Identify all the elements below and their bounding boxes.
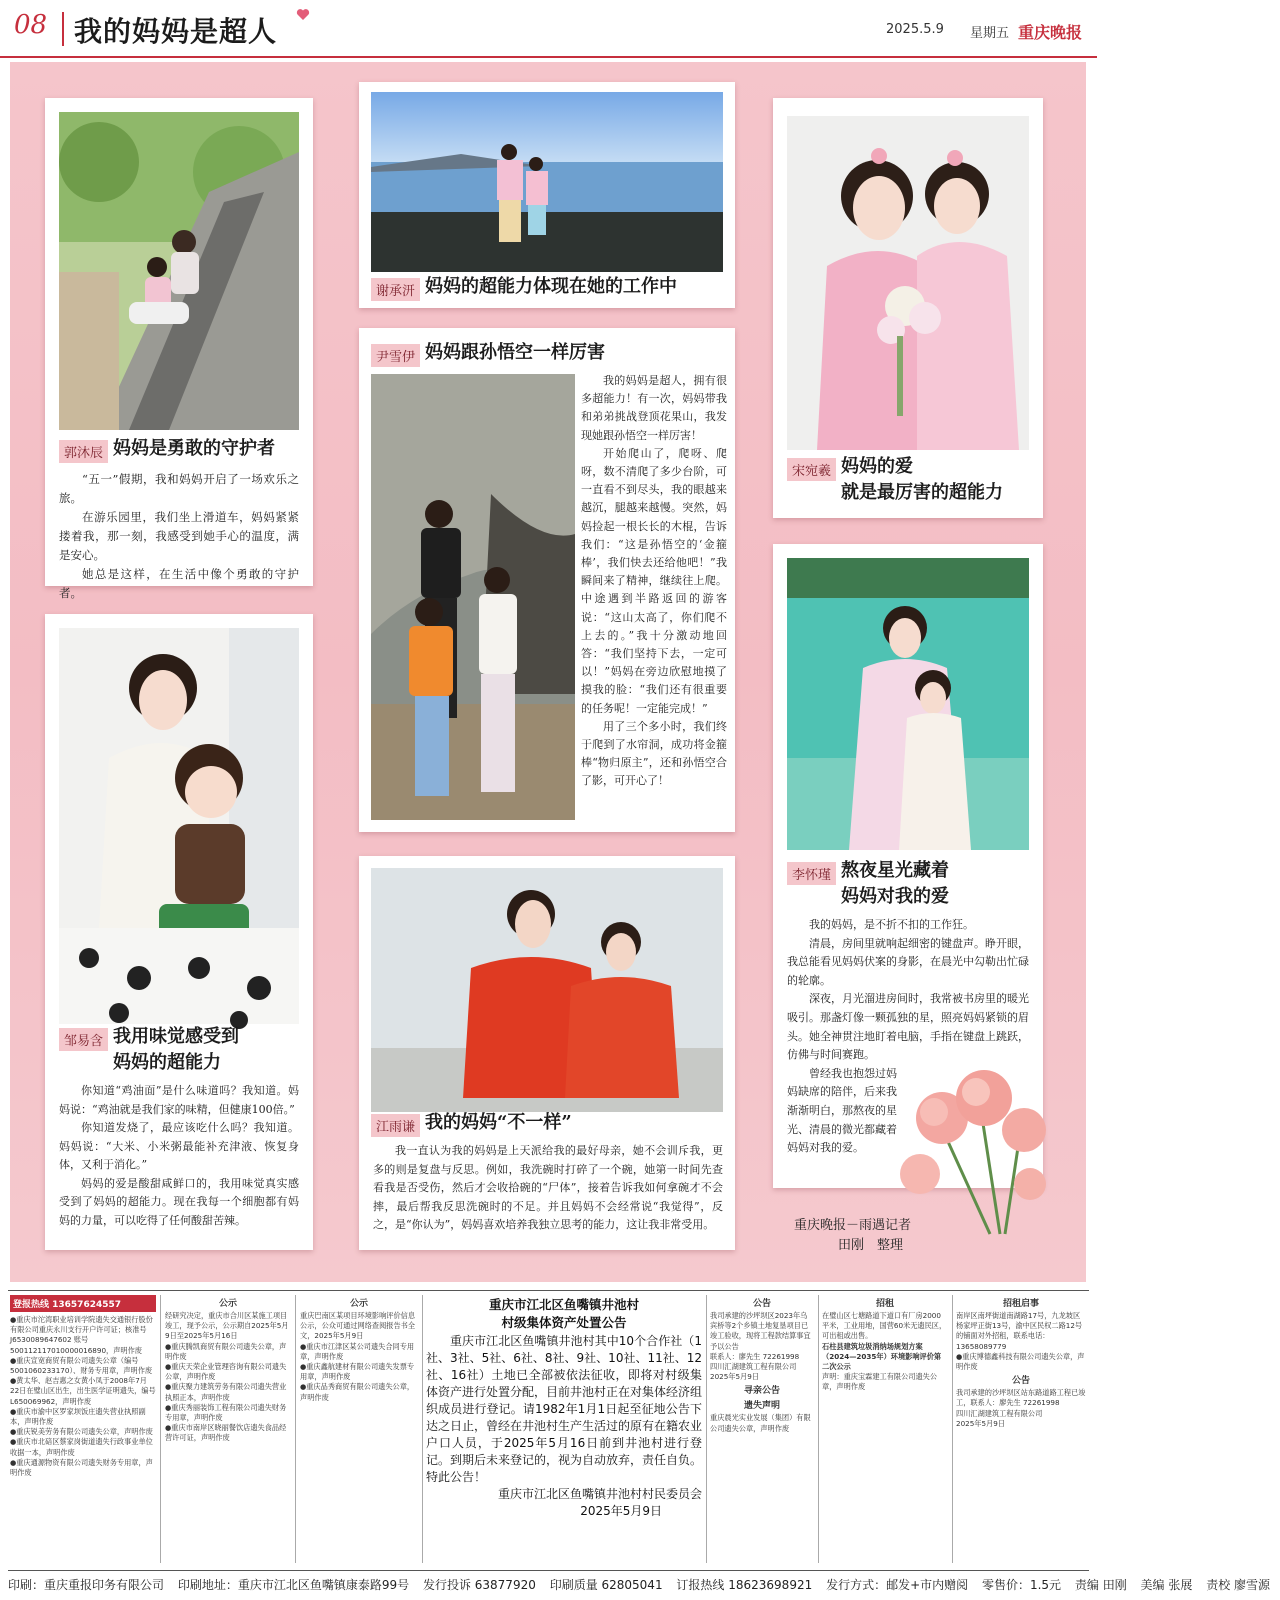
notice-item: 联系人：廖先生 72261998 bbox=[710, 1351, 800, 1361]
notice-item: ●重庆市渝中区罗家坝饭庄遗失营业执照副本，声明作废 bbox=[10, 1406, 146, 1427]
page-title: 我的妈妈是超人 bbox=[74, 15, 278, 48]
paragraph: 用了三个多小时，我们终于爬到了水帘洞，成功将金箍棒“物归原主”，还和孙悟空合了影，可开心了！ bbox=[581, 719, 727, 788]
paragraph: 我的妈妈，是不折不扣的工作狂。 bbox=[809, 918, 974, 931]
ad-hotline: 登报热线 13657624557 bbox=[10, 1295, 156, 1312]
notice-item: ●重庆天荣企业管理咨询有限公司遗失公章，声明作废 bbox=[165, 1362, 287, 1382]
paragraph: 你知道“鸡油面”是什么味道吗？我知道。妈妈说：“鸡油就是我们家的味精，但健康100倍。” bbox=[59, 1084, 299, 1116]
story-card-zou bbox=[45, 614, 313, 1250]
notice-item: 南岸区南坪街道南湖路17号，九龙坡区杨家坪正街13号，渝中区民权二路12号的铺面对外招租，联系电话：13658089779 bbox=[956, 1311, 1083, 1351]
paragraph: 清晨，房间里就响起细密的键盘声。睁开眼，我总能看见妈妈伏案的身影，在晨光中勾勒出忙碌的轮廓。 bbox=[787, 936, 1029, 987]
header-divider bbox=[62, 12, 64, 46]
photo-slide-ride bbox=[59, 112, 299, 430]
main-notice-body: 重庆市江北区鱼嘴镇井池村其中10个合作社（1社、3社、5社、6社、8社、9社、10社、11社、12社、16社）土地已全部被依法征收，即将对村级集体资产进行处置分配，目前井池村正在对集体经济组织成员进行登记。请1982年1月1日起至征地公告下达之日止，曾经在井池村生产生活过的原有在籍农业户口人员，于2025年5月16日前到井池村进行登记。到期后未来登记的，视为自动放弃，责任自负。特此公告！ bbox=[426, 1334, 703, 1484]
story-title-line2: 就是最厉害的超能力 bbox=[841, 482, 1003, 503]
notice-column-5 bbox=[708, 1293, 816, 1565]
story-card-yin bbox=[359, 328, 735, 832]
paragraph: 你知道发烧了，最应该吃什么吗？我知道。妈妈说：“大米、小米粥最能补充津液、恢复身体，又利于消化。” bbox=[59, 1121, 299, 1171]
notice-item: 石柱县建筑垃圾消纳场规划方案（2024—2035年）环境影响评价第二次公示 bbox=[822, 1341, 942, 1372]
paragraph: 开始爬山了，爬呀、爬呀，数不清爬了多少台阶，可一直看不到尽头，我的眼越来越沉，腿越来越慢。突然，妈妈捡起一根长长的木棍，告诉我们：“这是孙悟空的‘金箍棒’，我们快去还给他吧！”我瞬间来了精神，继续往上爬。中途遇到半路返回的游客说：“这山太高了，你们爬不上去的。”我十分激动地回答：“我们坚持下去，一定可以！”妈妈在旁边欣慰地摸了摸我的脸：“我们还有很重要的任务呢！一定能完成！” bbox=[581, 446, 727, 715]
photo-mother-daughter bbox=[59, 628, 299, 1024]
proofreader: 责校 廖雪源 bbox=[1206, 1578, 1271, 1592]
notice-item: ●重庆通源物资有限公司遗失财务专用章，声明作废 bbox=[10, 1457, 153, 1478]
editor: 责编 田刚 bbox=[1074, 1578, 1127, 1592]
column-divider bbox=[422, 1295, 423, 1563]
author-tag: 江雨谦 bbox=[371, 1114, 420, 1137]
notice-item: ●重庆宣宽商贸有限公司遗失公章（编号5001060233170）、财务专用章，声明作废 bbox=[10, 1355, 153, 1376]
story-title-line1: 我用味觉感受到 bbox=[113, 1026, 239, 1047]
paragraph: 我一直认为我的妈妈是上天派给我的最好母亲，她不会训斥我，更多的则是复盘与反思。例如，我洗碗时打碎了一个碗，她第一时间先查看我是否受伤，然后才会收拾碗的“尸体”，接着告诉我如何拿碗才不会摔，最后帮我反思洗碗时的不足。并且妈妈不会经常说“我觉得”，反之，是“你认为”，妈妈喜欢培养我独立思考的能力，这让我非常受用。 bbox=[373, 1144, 723, 1231]
notice-item: ●重庆市南岸区晓丽餐饮店遗失食品经营许可证，声明作废 bbox=[165, 1423, 287, 1443]
column-divider bbox=[160, 1295, 161, 1563]
author-tag: 郭沐辰 bbox=[59, 440, 108, 463]
photo-red-sweaters bbox=[371, 868, 723, 1112]
notice-item: ●重庆腾凯商贸有限公司遗失公章，声明作废 bbox=[165, 1341, 287, 1361]
notice-column-7 bbox=[954, 1293, 1088, 1565]
story-title: 我的妈妈“不一样” bbox=[425, 1112, 572, 1133]
notice-item: 四川汇湖建筑工程有限公司 bbox=[710, 1362, 797, 1372]
paragraph: “五一”假期，我和妈妈开启了一场欢乐之旅。 bbox=[59, 472, 299, 505]
page-number: 08 bbox=[14, 10, 48, 40]
notice-heading: 公示 bbox=[349, 1299, 368, 1309]
column-divider bbox=[295, 1295, 296, 1563]
notice-column-6 bbox=[820, 1293, 950, 1565]
heart-icon bbox=[296, 8, 310, 21]
notice-heading: 遗失声明 bbox=[743, 1401, 780, 1412]
story-title-line2: 妈妈的超能力 bbox=[113, 1052, 221, 1073]
notice-heading: 公告 bbox=[752, 1299, 771, 1309]
photo-lake bbox=[787, 558, 1029, 850]
paragraph: 我的妈妈是超人，拥有很多超能力！有一次，妈妈带我和弟弟挑战登顶花果山，我发现她跟孙悟空一样厉害！ bbox=[581, 374, 727, 442]
notice-item: ●重庆聚力建筑劳务有限公司遗失营业执照正本，声明作废 bbox=[165, 1382, 287, 1402]
quality-line: 印刷质量 62805041 bbox=[549, 1578, 663, 1592]
notice-item: ●重庆市沱湾职业培训学院遗失交通银行股份有限公司重庆永川支行开户许可证；核准号J6530089647602 账号500112117010000016890，声明作废 bbox=[10, 1315, 153, 1355]
main-notice-date: 2025年5月9日 bbox=[580, 1504, 662, 1518]
notice-item: 重庆晨光实业发展（集团）有限公司遗失公章，声明作废 bbox=[710, 1413, 811, 1433]
story-title: 妈妈跟孙悟空一样厉害 bbox=[425, 342, 605, 363]
paragraph: 深夜，月光溜进房间时，我常被书房里的暖光吸引。那盏灯像一颗孤独的星，照亮妈妈紧锁的眉头。她全神贯注地盯着电脑，手指在键盘上跳跃，仿佛与时间赛跑。 bbox=[787, 992, 1029, 1062]
photo-hanfu bbox=[787, 116, 1029, 450]
notice-column-3 bbox=[298, 1293, 420, 1565]
printer: 印刷：重庆重报印务有限公司 bbox=[8, 1578, 165, 1592]
story-body bbox=[59, 1082, 299, 1230]
newspaper-brand: 重庆晚报 bbox=[1018, 23, 1083, 42]
notice-item: ●重庆市北碚区蔡家岗街道遗失行政事业单位收据一本，声明作废 bbox=[10, 1437, 153, 1457]
author-tag: 李怀瑾 bbox=[787, 862, 836, 885]
author-tag: 尹雪伊 bbox=[371, 344, 420, 367]
story-title-line2: 妈妈对我的爱 bbox=[841, 886, 949, 907]
paragraph: 妈妈的爱是酸甜咸鲜口的，我用味觉真实感受到了妈妈的超能力。现在我每一个细胞都有妈妈的力量，可以吃得了任何酸甜苦辣。 bbox=[59, 1176, 299, 1227]
notice-item: ●重庆品秀商贸有限公司遗失公章，声明作废 bbox=[300, 1382, 415, 1402]
print-address: 印刷地址：重庆市江北区鱼嘴镇康泰路99号 bbox=[177, 1578, 410, 1592]
story-title: 妈妈是勇敢的守护者 bbox=[113, 438, 275, 459]
author-tag: 邹易含 bbox=[59, 1028, 108, 1051]
story-card-song bbox=[773, 98, 1043, 518]
notice-item: ●黄太华、赵吉惠之女黄小凤于2008年7月22日在璧山区出生，出生医学证明遗失，编号L650069962，声明作废 bbox=[10, 1376, 156, 1406]
notice-item: ●重庆市江津区某公司遗失合同专用章，声明作废 bbox=[300, 1341, 415, 1361]
photo-beach bbox=[371, 92, 723, 272]
story-card-guo bbox=[45, 98, 313, 600]
complaint-line: 发行投诉 63877920 bbox=[422, 1578, 536, 1592]
distribution: 发行方式：邮发+市内赠阅 bbox=[826, 1578, 969, 1592]
story-title-line1: 妈妈的爱 bbox=[841, 456, 913, 477]
main-notice bbox=[424, 1293, 704, 1518]
credit-line-2: 田刚 整理 bbox=[838, 1238, 904, 1253]
notice-item: 我司承建的沙坪坝区站东路道路工程已竣工，联系人：廖先生 72261998 bbox=[956, 1388, 1086, 1408]
author-tag: 宋宛羲 bbox=[787, 458, 836, 481]
paragraph: 她总是这样，在生活中像个勇敢的守护者。 bbox=[59, 567, 299, 600]
column-divider bbox=[952, 1295, 953, 1563]
notice-item: 四川汇湖建筑工程有限公司 bbox=[956, 1408, 1043, 1418]
credit-line-1: 重庆晚报－雨遇记者 bbox=[794, 1218, 912, 1233]
notice-heading: 公告 bbox=[1011, 1376, 1030, 1387]
notice-item: 声明：重庆宝霖建工有限公司遗失公章，声明作废 bbox=[822, 1372, 938, 1392]
notice-heading: 公示 bbox=[218, 1299, 237, 1309]
issue-weekday: 星期五 bbox=[970, 26, 1010, 41]
author-tag: 谢承汧 bbox=[371, 278, 420, 301]
paragraph: 在游乐园里，我们坐上滑道车，妈妈紧紧搂着我，那一刻，我感受到她手心的温度，满是安心。 bbox=[59, 510, 299, 562]
issue-date: 2025.5.9 bbox=[886, 22, 944, 37]
notice-column-2 bbox=[163, 1293, 293, 1565]
story-title-line1: 熬夜星光藏着 bbox=[841, 860, 949, 881]
notice-heading: 寻亲公告 bbox=[743, 1386, 780, 1397]
notice-item: 我司承建的沙坪坝区2023年乌宾桥等2个乡镇土地复垦项目已竣工验收，现将工程款结算事宜予以公告 bbox=[710, 1311, 811, 1351]
main-notice-title: 重庆市江北区鱼嘴镇井池村 bbox=[488, 1297, 639, 1312]
notice-column-1 bbox=[8, 1293, 158, 1565]
notice-item: ●重庆博德鑫科技有限公司遗失公章，声明作废 bbox=[956, 1351, 1085, 1372]
column-divider bbox=[818, 1295, 819, 1563]
story-card-xie bbox=[359, 82, 735, 308]
notice-item: 2025年5月9日 bbox=[710, 1372, 760, 1382]
main-notice-signature: 重庆市江北区鱼嘴镇井池村村民委员会 bbox=[497, 1487, 702, 1501]
notice-item: 重庆巴南区某项目环境影响评价信息公示，公众可通过网络查阅报告书全文，2025年5月9日 bbox=[300, 1311, 416, 1341]
column-divider bbox=[706, 1295, 707, 1563]
paragraph: 曾经我也抱怨过妈妈缺席的陪伴，后来我渐渐明白，那熬夜的星光、清晨的微光都藏着妈妈对我的爱。 bbox=[787, 1066, 897, 1155]
editor-credit bbox=[794, 1216, 911, 1256]
notice-item: 经研究决定，重庆市合川区某施工项目竣工，现予公示，公示期自2025年5月9日至2025年5月16日 bbox=[165, 1311, 289, 1341]
story-title: 妈妈的超能力体现在她的工作中 bbox=[425, 276, 677, 297]
subscribe-line: 订报热线 18623698921 bbox=[676, 1578, 813, 1592]
story-body bbox=[581, 372, 727, 791]
photo-mountain bbox=[371, 374, 575, 820]
price: 零售价：1.5元 bbox=[981, 1578, 1062, 1592]
classified-notices bbox=[8, 1290, 1089, 1566]
main-notice-title: 村级集体资产处置公告 bbox=[501, 1315, 627, 1330]
notice-item: 2025年5月9日 bbox=[956, 1418, 1006, 1428]
story-body bbox=[373, 1142, 723, 1235]
notice-item: 在璧山区七塘路道下道口有厂房2000平米，工业用地，国营60米无遗民区，可出租或出售。 bbox=[822, 1311, 947, 1341]
notice-heading: 招租启事 bbox=[1002, 1299, 1039, 1309]
imprint-footer bbox=[8, 1570, 1271, 1594]
story-body bbox=[59, 470, 299, 603]
notice-heading: 招租 bbox=[875, 1299, 894, 1309]
designer: 美编 张展 bbox=[1140, 1578, 1193, 1592]
story-card-jiang bbox=[359, 856, 735, 1250]
notice-item: ●重庆鑫航建材有限公司遗失发票专用章，声明作废 bbox=[300, 1362, 415, 1382]
notice-item: ●重庆锐美劳务有限公司遗失公章，声明作废 bbox=[10, 1427, 153, 1437]
page-header bbox=[0, 0, 1097, 58]
notice-item: ●重庆秀丽装饰工程有限公司遗失财务专用章，声明作废 bbox=[165, 1402, 287, 1423]
